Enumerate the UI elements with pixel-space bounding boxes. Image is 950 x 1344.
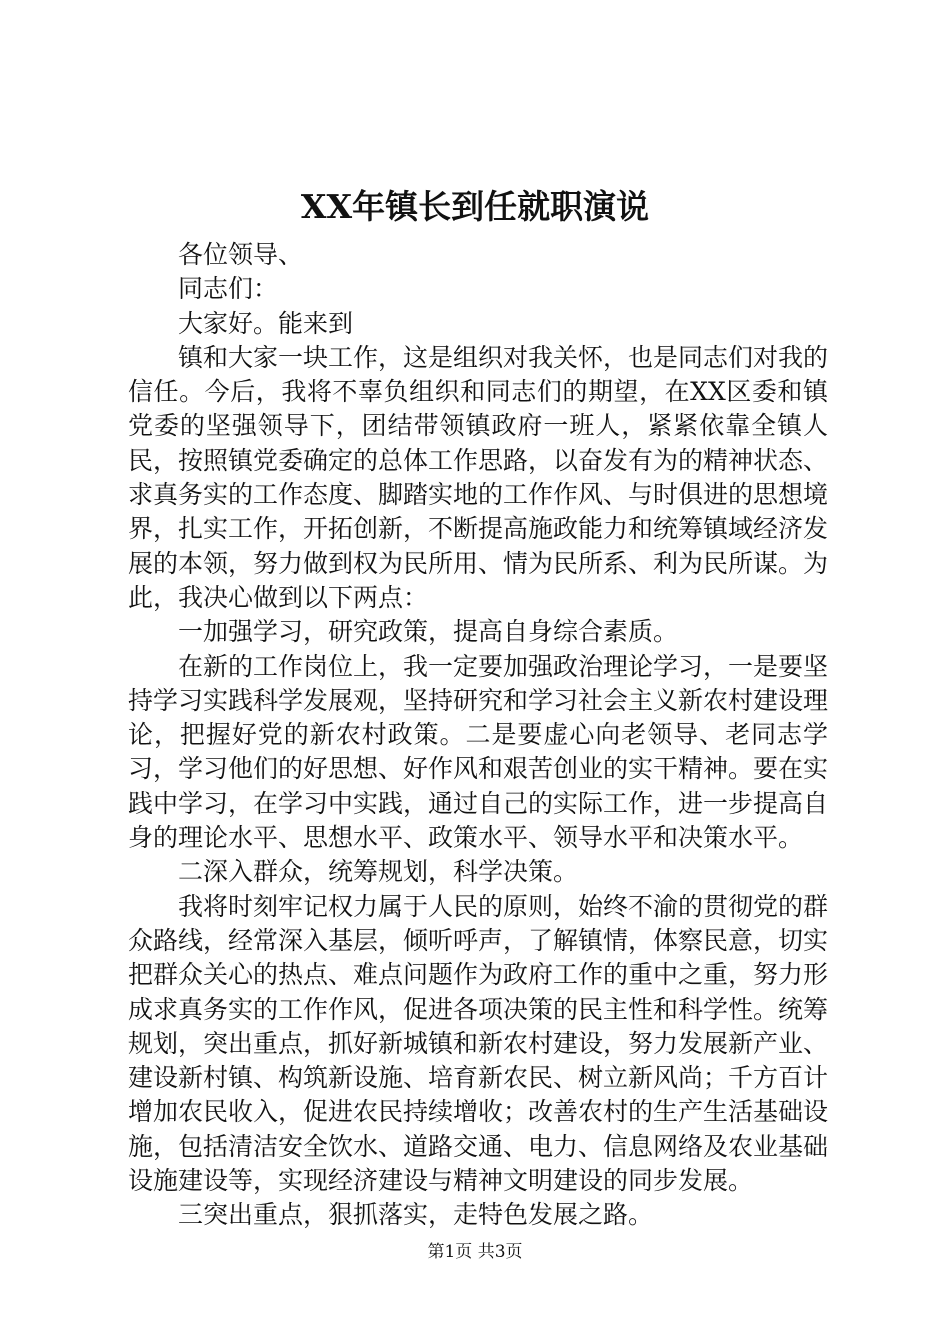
paragraph: 镇和大家一块工作，这是组织对我关怀，也是同志们对我的信任。今后，我将不辜负组织和同志们的期望，在XX区委和镇党委的坚强领导下，团结带领镇政府一班人，紧紧依靠全镇人民，按照镇党委确定的总体工作思路，以奋发有为的精神状态、求真务实的工作态度、脚踏实地的工作作风、与时俱进的思想境界，扎实工作，开拓创新，不断提高施政能力和统筹镇域经济发展的本领，努力做到权为民所用、情为民所系、利为民所谋。为此，我决心做到以下两点： bbox=[128, 342, 829, 612]
page-number-footer: 第1页 共3页 bbox=[427, 1242, 523, 1262]
paragraph: 同志们： bbox=[178, 274, 279, 304]
paragraph: 大家好。能来到 bbox=[178, 308, 354, 338]
paragraph: 一加强学习，研究政策，提高自身综合素质。 bbox=[178, 617, 679, 647]
paragraph: 各位领导、 bbox=[178, 240, 304, 269]
paragraph: 三突出重点，狠抓落实，走特色发展之路。 bbox=[178, 1200, 654, 1230]
paragraph: 二深入群众，统筹规划，科学决策。 bbox=[178, 857, 579, 887]
document-body bbox=[128, 238, 828, 1233]
document-title: XX年镇长到任就职演说 bbox=[300, 187, 650, 226]
paragraph: 我将时刻牢记权力属于人民的原则，始终不渝的贯彻党的群众路线，经常深入基层，倾听呼声，了解镇情，体察民意，切实把群众关心的热点、难点问题作为政府工作的重中之重，努力形成求真务实的工作作风，促进各项决策的民主性和科学性。统筹规划，突出重点，抓好新城镇和新农村建设，努力发展新产业、建设新村镇、构筑新设施、培育新农民、树立新风尚；千方百计增加农民收入，促进农民持续增收；改善农村的生产生活基础设施，包括清洁安全饮水、道路交通、电力、信息网络及农业基础设施建设等，实现经济建设与精神文明建设的同步发展。 bbox=[128, 891, 829, 1196]
paragraph: 在新的工作岗位上，我一定要加强政治理论学习，一是要坚持学习实践科学发展观，坚持研究和学习社会主义新农村建设理论，把握好党的新农村政策。二是要虚心向老领导、老同志学习，学习他们的好思想、好作风和艰苦创业的实干精神。要在实践中学习，在学习中实践，通过自己的实际工作，进一步提高自身的理论水平、思想水平、政策水平、领导水平和决策水平。 bbox=[128, 651, 829, 853]
